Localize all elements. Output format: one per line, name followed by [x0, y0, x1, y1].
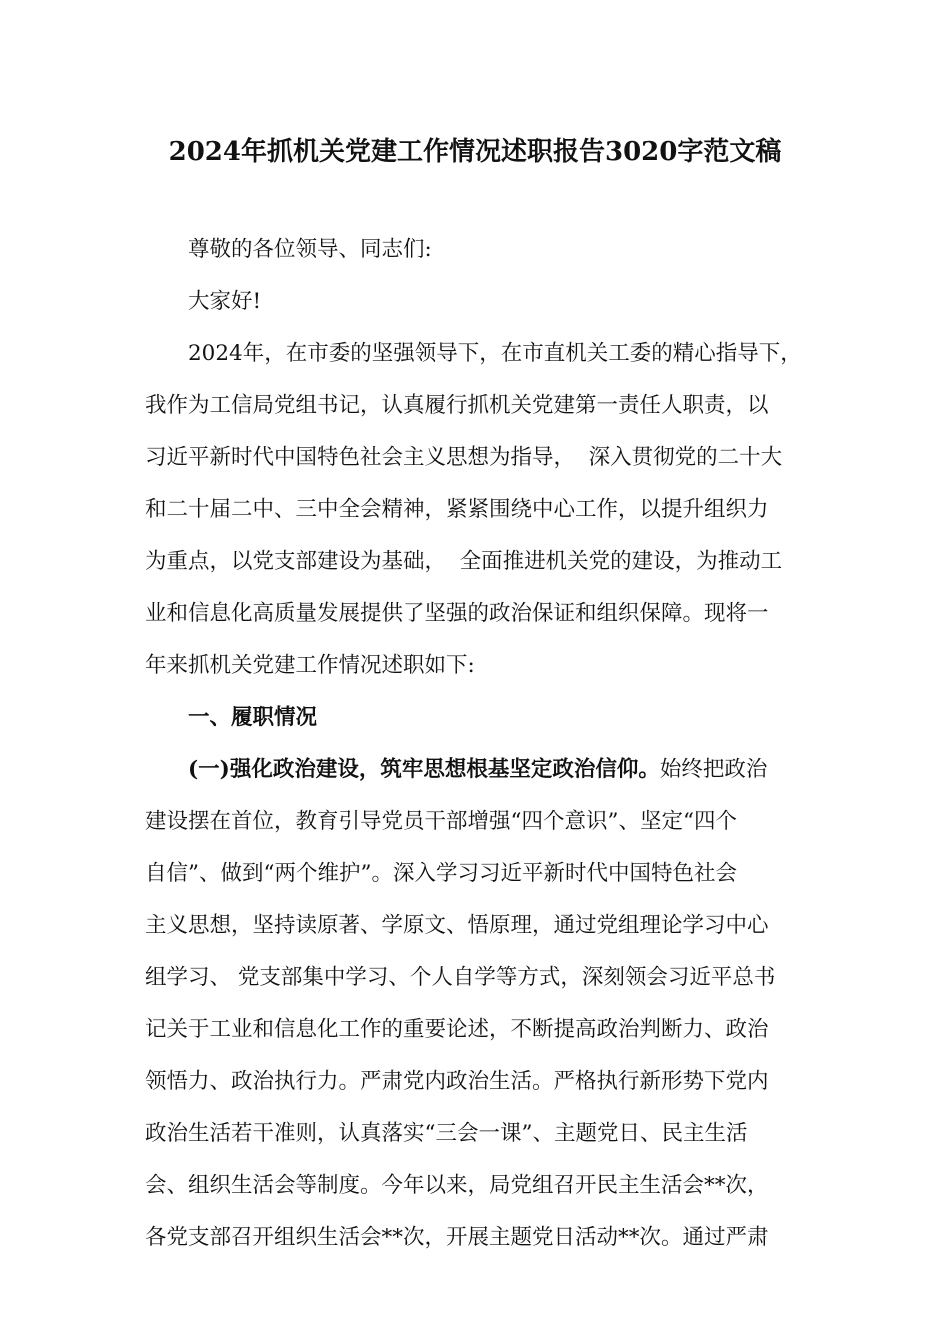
- document-title: 2024年抓机关党建工作情况述职报告3020字范文稿: [168, 137, 782, 167]
- subsection-first-line-rest: 始终把政治: [659, 757, 768, 782]
- intro-line: 为重点，以党支部建设为基础， 全面推进机关党的建设，为推动工: [145, 549, 783, 574]
- intro-line: 年来抓机关党建工作情况述职如下:: [145, 653, 475, 678]
- intro-line: 习近平新时代中国特色社会主义思想为指导， 深入贯彻党的二十大: [145, 445, 783, 470]
- intro-line: 我作为工信局党组书记，认真履行抓机关党建第一责任人职责，以: [145, 393, 769, 418]
- subsection-first-line: [145, 744, 808, 796]
- subsection-line: 各党支部召开组织生活会**次，开展主题党日活动**次。通过严肃: [145, 1225, 769, 1250]
- subsection-line: 政治生活若干准则，认真落实“三会一课”、主题党日、民主生活: [145, 1121, 748, 1146]
- subsection-lead: (一)强化政治建设，筑牢思想根基坚定政治信仰。: [188, 757, 660, 782]
- intro-line: 业和信息化高质量发展提供了坚强的政治保证和组织保障。现将一: [145, 601, 769, 626]
- greeting: 大家好!: [188, 289, 262, 314]
- intro-line: 和二十届二中、三中全会精神，紧紧围绕中心工作，以提升组织力: [145, 497, 769, 522]
- section-heading: 一、履职情况: [188, 705, 318, 730]
- subsection-line: 领悟力、政治执行力。严肃党内政治生活。严格执行新形势下党内: [145, 1069, 769, 1094]
- subsection-line: 组学习、 党支部集中学习、个人自学等方式，深刻领会习近平总书: [145, 965, 776, 990]
- intro-line: 2024年，在市委的坚强领导下，在市直机关工委的精心指导下，: [188, 341, 802, 366]
- subsection-line: 自信”、做到“两个维护”。深入学习习近平新时代中国特色社会: [145, 861, 737, 886]
- subsection-line: 建设摆在首位，教育引导党员干部增强“四个意识”、坚定“四个: [145, 809, 737, 834]
- salutation: 尊敬的各位领导、同志们:: [188, 237, 432, 262]
- subsection-line: 会、组织生活会等制度。今年以来，局党组召开民主生活会**次，: [145, 1173, 769, 1198]
- subsection-line: 记关于工业和信息化工作的重要论述，不断提高政治判断力、政治: [145, 1017, 769, 1042]
- document-body: [145, 224, 808, 1264]
- subsection-paragraph: [145, 744, 808, 1264]
- subsection-line: 主义思想，坚持读原著、学原文、悟原理，通过党组理论学习中心: [145, 913, 769, 938]
- intro-paragraph: [145, 328, 808, 692]
